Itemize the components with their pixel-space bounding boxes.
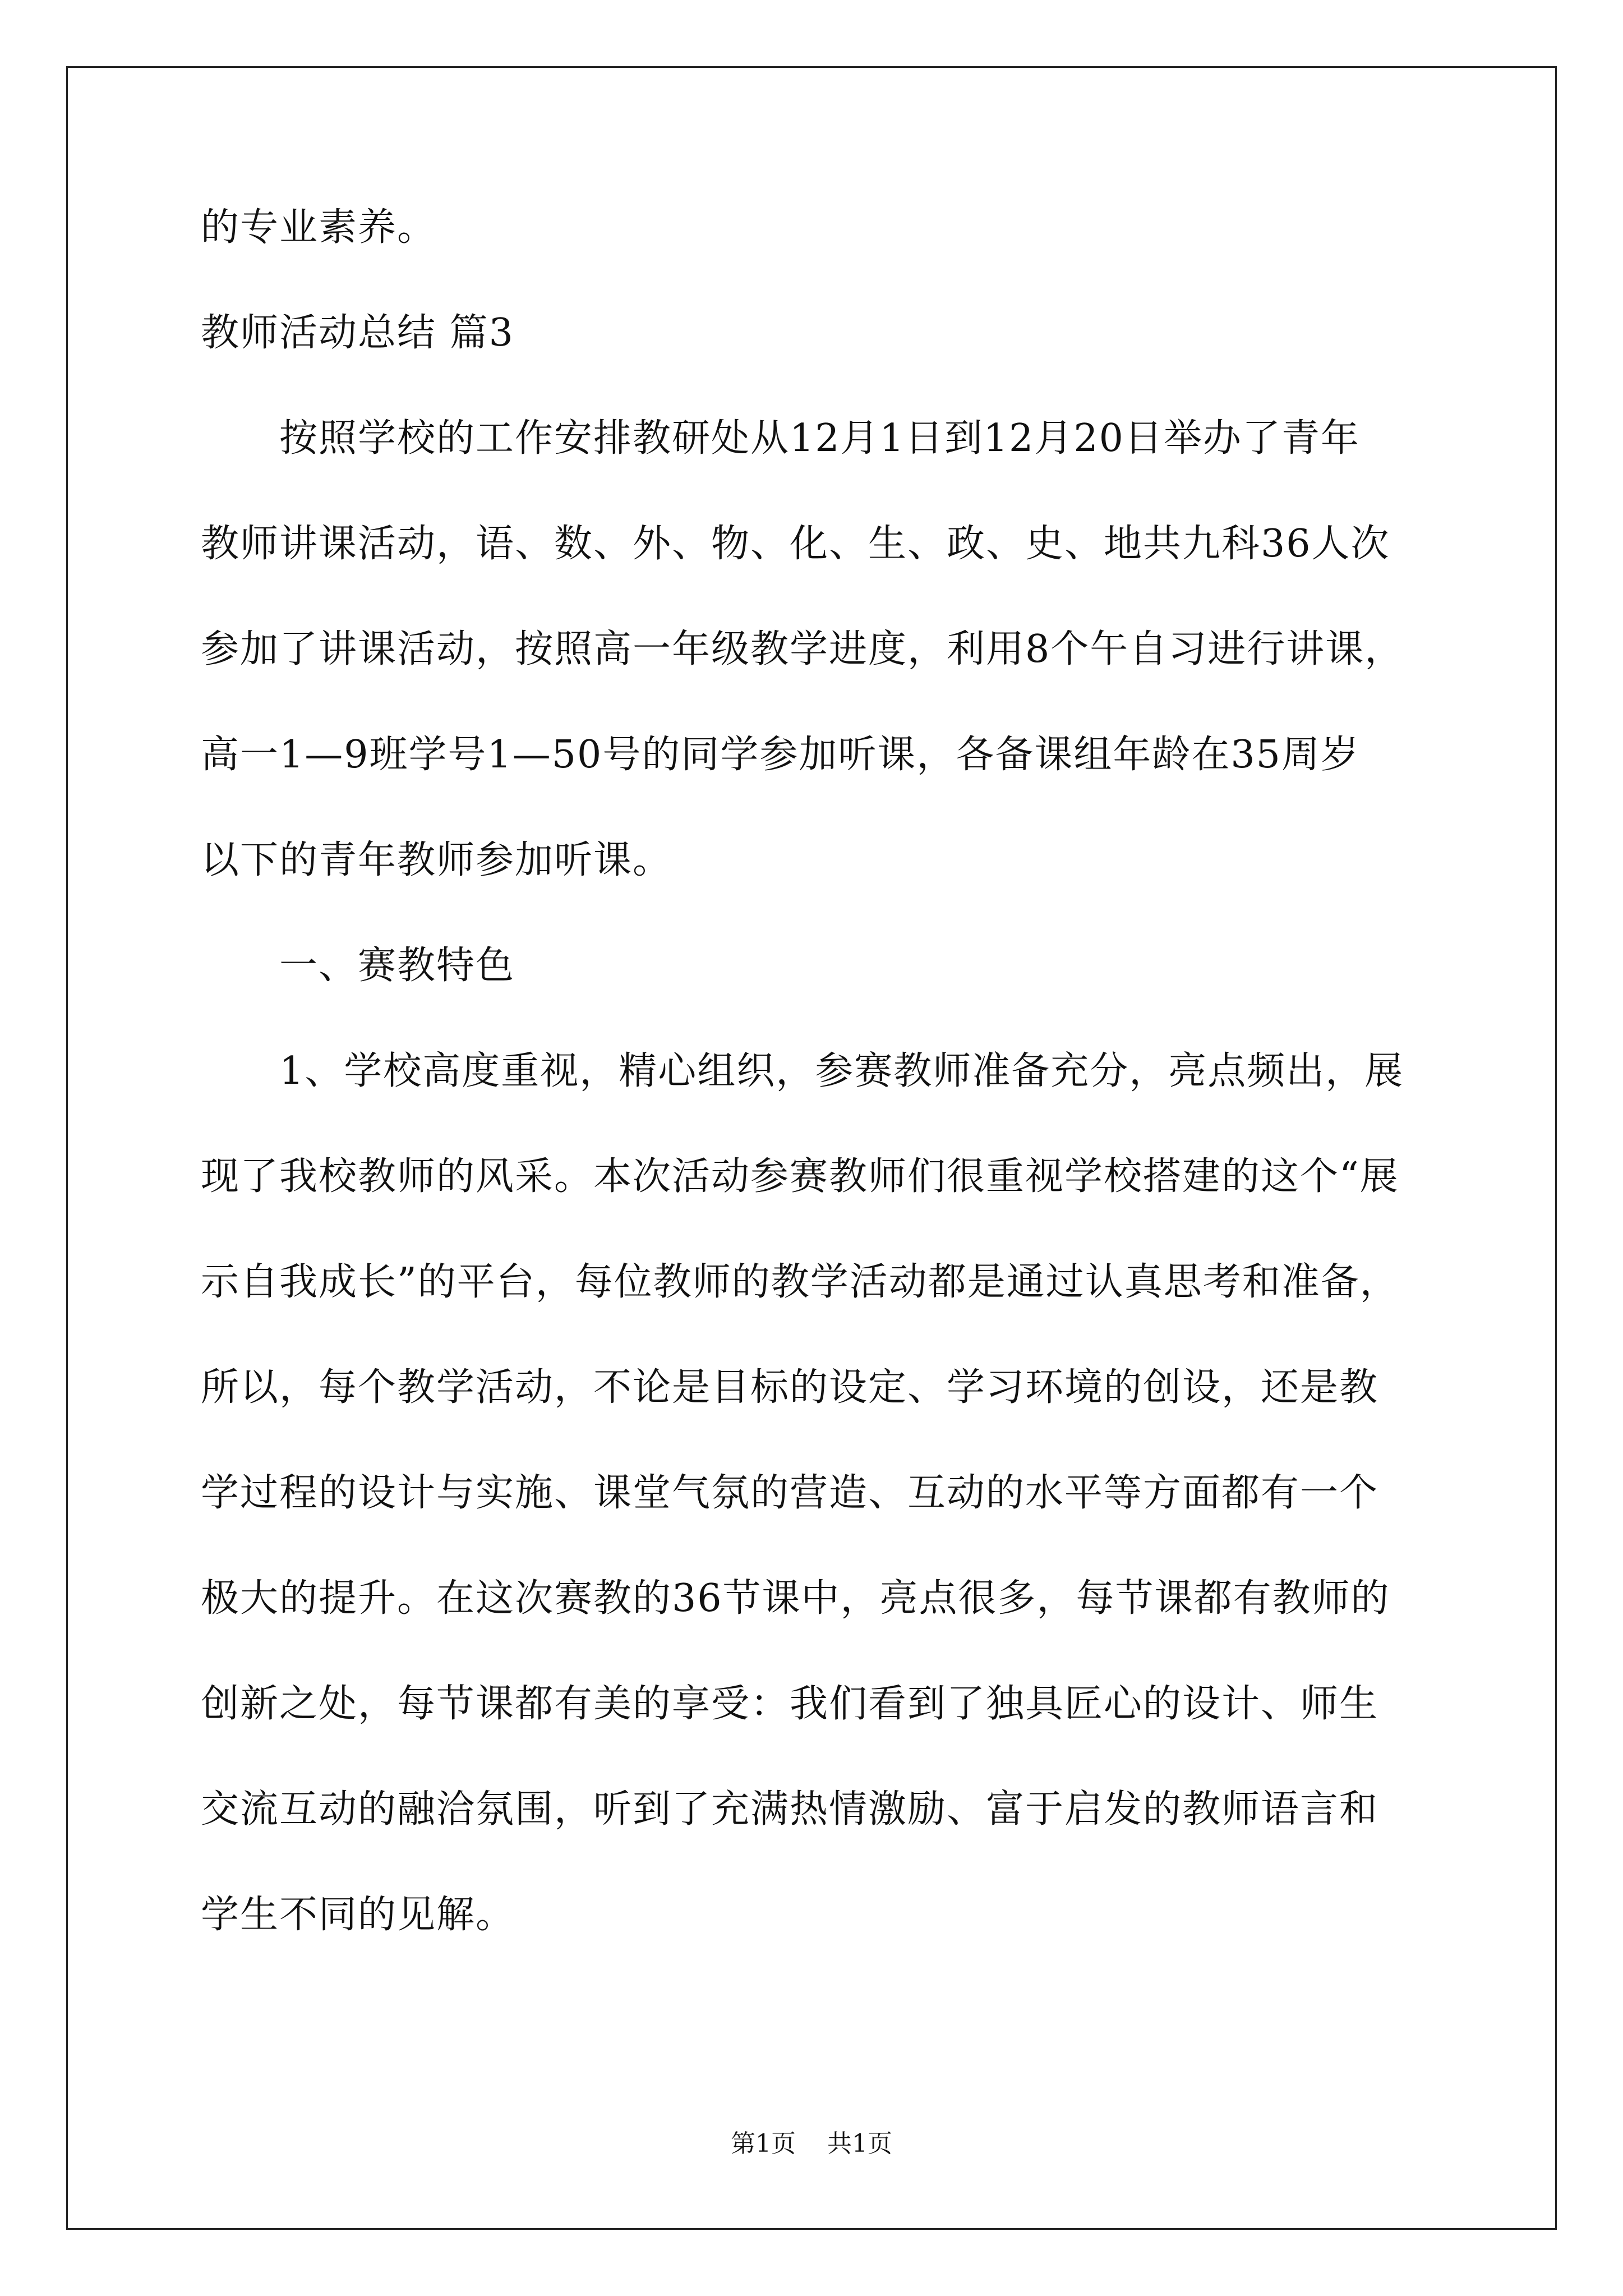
paragraph-line: 教师讲课活动，语、数、外、物、化、生、政、史、地共九科36人次: [201, 522, 1390, 566]
paragraph-line: 学生不同的见解。: [201, 1893, 515, 1937]
section-title: 教师活动总结 篇3: [201, 311, 514, 355]
paragraph-line: 示自我成长”的平台，每位教师的教学活动都是通过认真思考和准备，: [201, 1260, 1399, 1304]
paragraph-line: 交流互动的融洽氛围，听到了充满热情激励、富于启发的教师语言和: [201, 1787, 1379, 1832]
paragraph-line: 现了我校教师的风采。本次活动参赛教师们很重视学校搭建的这个“展: [201, 1154, 1399, 1199]
paragraph-line: 高一1—9班学号1—50号的同学参加听课，各备课组年龄在35周岁: [201, 733, 1360, 777]
subheading: 一、赛教特色: [279, 944, 515, 988]
paragraph-line: 按照学校的工作安排教研处从12月1日到12月20日举办了青年: [279, 416, 1360, 461]
paragraph-line: 所以，每个教学活动，不论是目标的设定、学习环境的创设，还是教: [201, 1365, 1379, 1410]
paragraph-line: 参加了讲课活动，按照高一年级教学进度，利用8个午自习进行讲课，: [201, 627, 1404, 671]
paragraph-line: 以下的青年教师参加听课。: [201, 838, 672, 882]
page-footer: [0, 2127, 1623, 2161]
paragraph-line: 极大的提升。在这次赛教的36节课中，亮点很多，每节课都有教师的: [201, 1576, 1390, 1621]
page-total: 共1页: [827, 2129, 892, 2158]
paragraph-continuation: 的专业素养。: [201, 205, 437, 250]
page-number: 第1页: [731, 2129, 796, 2158]
paragraph-line: 1、学校高度重视，精心组织，参赛教师准备充分，亮点频出，展: [279, 1049, 1404, 1093]
paragraph-line: 创新之处，每节课都有美的享受：我们看到了独具匠心的设计、师生: [201, 1682, 1379, 1726]
paragraph-line: 学过程的设计与实施、课堂气氛的营造、互动的水平等方面都有一个: [201, 1471, 1379, 1515]
